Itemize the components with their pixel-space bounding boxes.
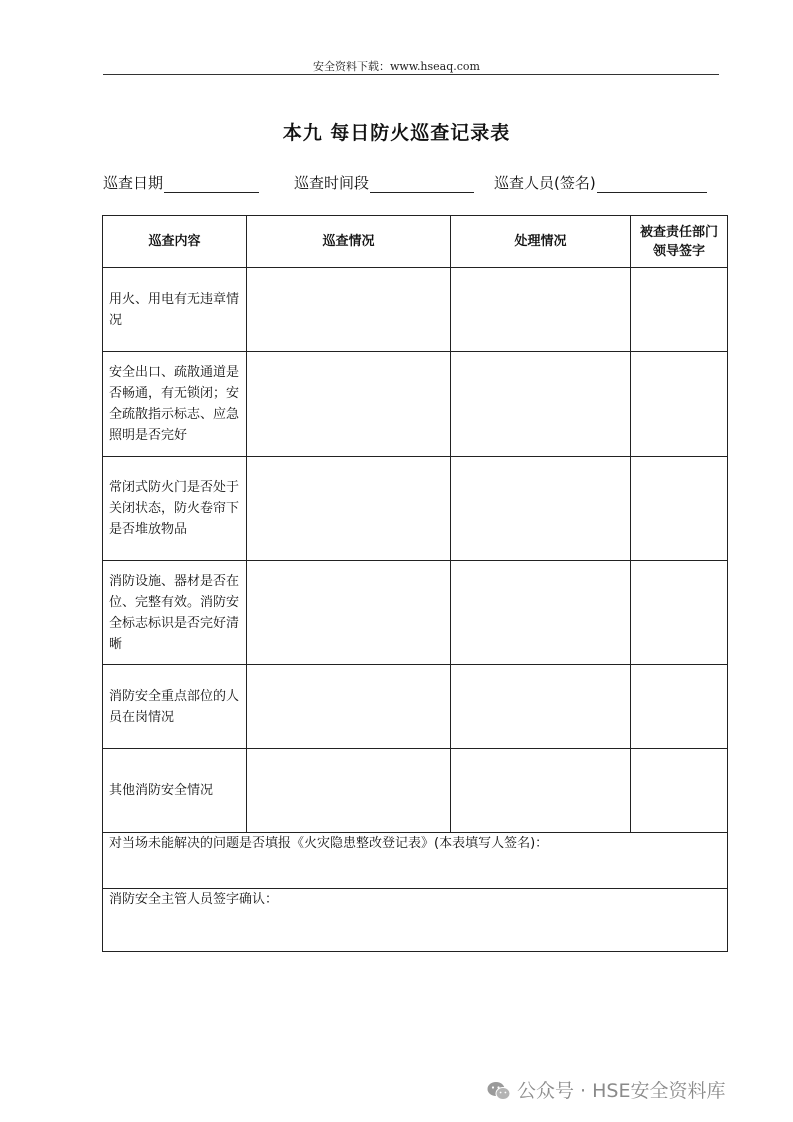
field-time-period: [294, 172, 474, 193]
leader-signature-cell[interactable]: [631, 268, 728, 352]
inspection-status-cell[interactable]: [247, 457, 451, 561]
column-header: 被查责任部门领导签字: [631, 216, 728, 268]
row-item-label: 安全出口、疏散通道是否畅通，有无锁闭；安全疏散指示标志、应急照明是否完好: [103, 352, 247, 457]
handling-status-cell[interactable]: [451, 352, 631, 457]
handling-status-cell[interactable]: [451, 749, 631, 833]
inspection-table: [102, 215, 728, 952]
leader-signature-cell[interactable]: [631, 457, 728, 561]
inspection-status-cell[interactable]: [247, 665, 451, 749]
unresolved-issues-row: [103, 833, 728, 889]
column-header: 巡查内容: [103, 216, 247, 268]
leader-signature-cell[interactable]: [631, 749, 728, 833]
field-date: [103, 172, 259, 193]
table-row: [103, 352, 728, 457]
table-row: [103, 561, 728, 665]
row-item-label: 常闭式防火门是否处于关闭状态，防火卷帘下是否堆放物品: [103, 457, 247, 561]
column-header: 处理情况: [451, 216, 631, 268]
handling-status-cell[interactable]: [451, 665, 631, 749]
column-header: 巡查情况: [247, 216, 451, 268]
unresolved-issues-cell[interactable]: 对当场未能解决的问题是否填报《火灾隐患整改登记表》(本表填写人签名)：: [103, 833, 728, 889]
row-item-label: 消防设施、器材是否在位、完整有效。消防安全标志标识是否完好清晰: [103, 561, 247, 665]
row-item-label: 消防安全重点部位的人员在岗情况: [103, 665, 247, 749]
field-inspector: [494, 172, 707, 193]
table-row: [103, 268, 728, 352]
row-item-label: 其他消防安全情况: [103, 749, 247, 833]
wechat-icon: [487, 1081, 511, 1106]
handling-status-cell[interactable]: [451, 457, 631, 561]
leader-signature-cell[interactable]: [631, 561, 728, 665]
document-title: 本九 每日防火巡查记录表: [282, 122, 511, 144]
inspection-status-cell[interactable]: [247, 352, 451, 457]
field-date-label: 巡查日期: [103, 174, 164, 192]
table-header-row: [103, 216, 728, 268]
header-divider: [103, 74, 719, 75]
row-item-label: 用火、用电有无违章情况: [103, 268, 247, 352]
field-inspector-label: 巡查人员(签名): [494, 174, 596, 192]
page-header-text: 安全资料下载：www.hseaq.com: [313, 60, 480, 73]
table-row: [103, 457, 728, 561]
leader-signature-cell[interactable]: [631, 665, 728, 749]
handling-status-cell[interactable]: [451, 561, 631, 665]
watermark-text: 公众号 · HSE安全资料库: [517, 1080, 726, 1102]
supervisor-confirm-cell[interactable]: 消防安全主管人员签字确认：: [103, 889, 728, 952]
inspection-status-cell[interactable]: [247, 749, 451, 833]
supervisor-confirm-row: [103, 889, 728, 952]
inspection-status-cell[interactable]: [247, 268, 451, 352]
inspection-status-cell[interactable]: [247, 561, 451, 665]
handling-status-cell[interactable]: [451, 268, 631, 352]
field-date-blank: [164, 174, 259, 193]
field-time-period-label: 巡查时间段: [294, 174, 370, 192]
field-time-period-blank: [370, 174, 474, 193]
field-inspector-blank: [597, 174, 707, 193]
watermark: [487, 1076, 725, 1106]
table-row: [103, 665, 728, 749]
leader-signature-cell[interactable]: [631, 352, 728, 457]
table-row: [103, 749, 728, 833]
